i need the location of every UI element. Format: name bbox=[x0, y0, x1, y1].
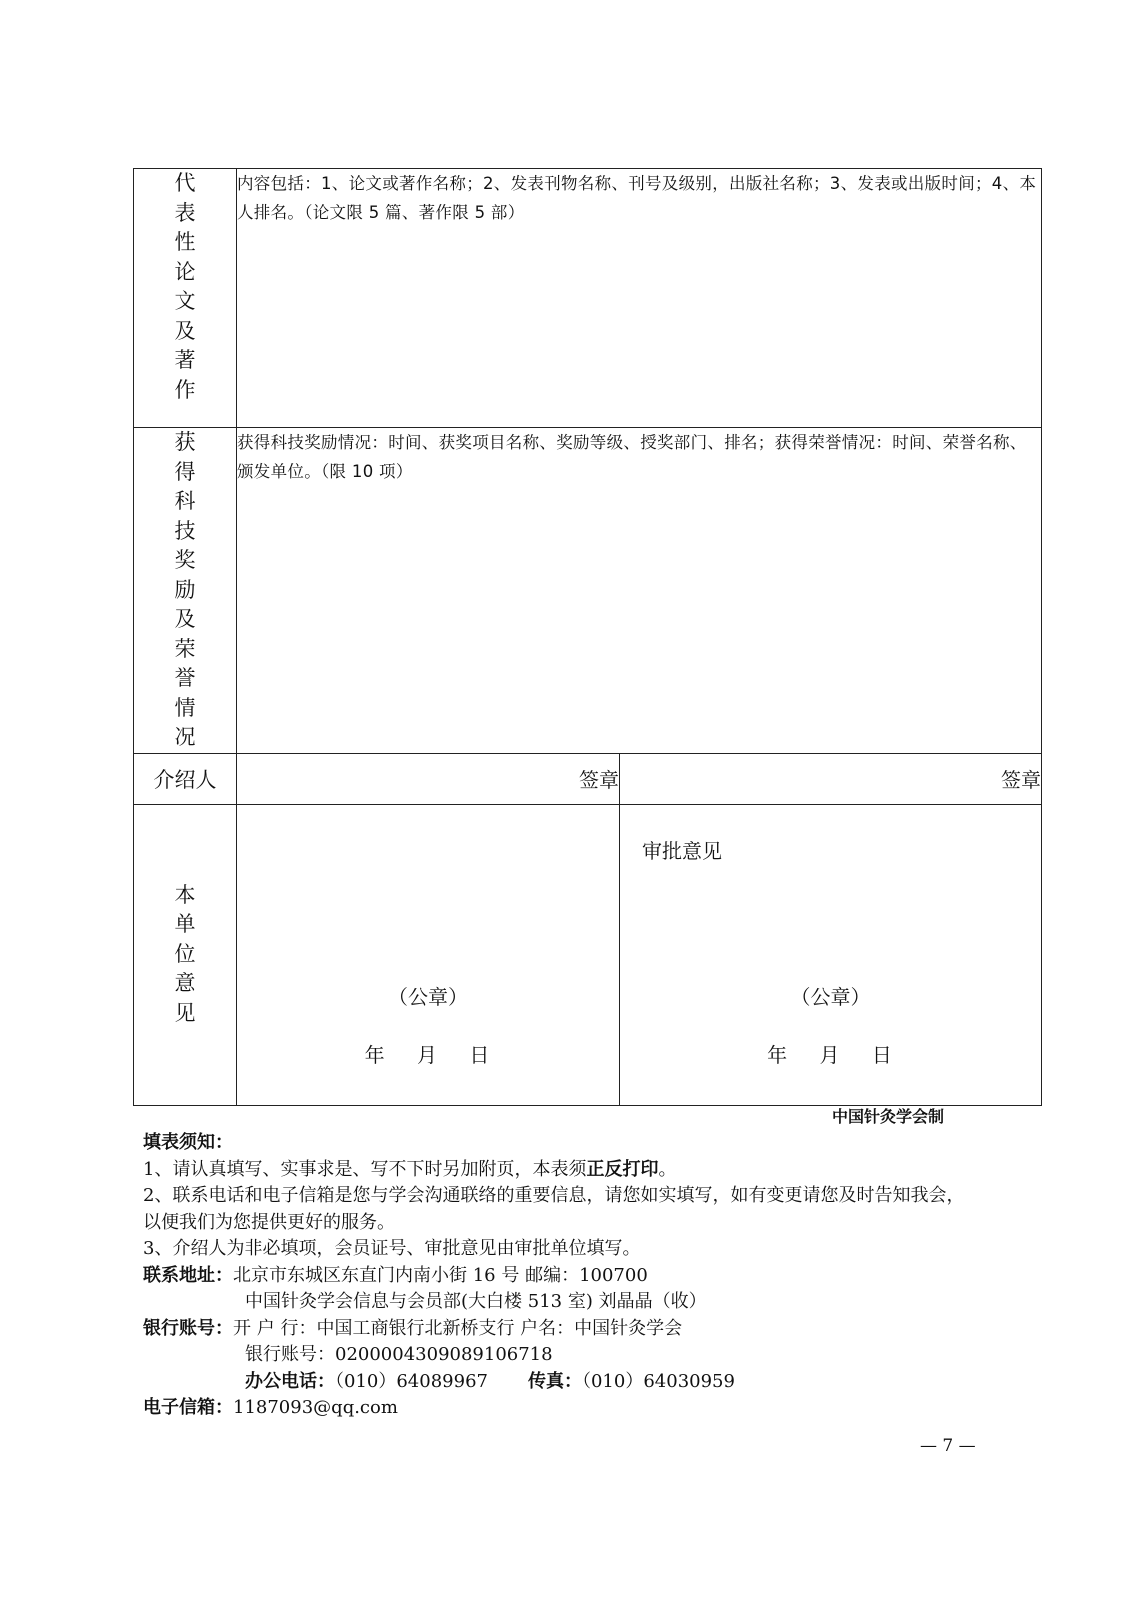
unit-opinion-field[interactable] bbox=[237, 804, 620, 1105]
notes-heading: 填表须知： bbox=[143, 1132, 233, 1153]
date-right: 年 月 日 bbox=[767, 1042, 894, 1067]
papers-label: 代 表 性 论 文 及 著 作 bbox=[134, 169, 237, 428]
introducer-signature-2[interactable] bbox=[620, 753, 1042, 804]
signature-label-1: 签章 bbox=[579, 768, 619, 792]
papers-row bbox=[134, 169, 1042, 428]
bank-account: 银行账号：开 户 行：中国工商银行北新桥支行 户名：中国针灸学会 bbox=[143, 1317, 683, 1339]
awards-field[interactable] bbox=[237, 428, 1042, 754]
awards-instructions: 获得科技奖励情况：时间、获奖项目名称、奖励等级、授奖部门、排名；获得荣誉情况：时间、荣誉名称、颁发单位。（限 10 项） bbox=[237, 433, 1027, 481]
papers-instructions: 内容包括：1、论文或著作名称；2、发表刊物名称、刊号及级别，出版社名称；3、发表或出版时间；4、本人排名。（论文限 5 篇、著作限 5 部） bbox=[237, 174, 1037, 222]
review-opinion-field[interactable] bbox=[620, 804, 1042, 1105]
date-left: 年 月 日 bbox=[364, 1042, 492, 1067]
form-maker: 中国针灸学会制 bbox=[832, 1107, 945, 1126]
awards-label: 获 得 科 技 奖 励 及 荣 誉 情 况 bbox=[134, 428, 237, 754]
contact-address: 联系地址：北京市东城区东直门内南小街 16 号 邮编：100700 bbox=[143, 1264, 648, 1286]
unit-opinion-row bbox=[134, 804, 1042, 1105]
papers-field[interactable] bbox=[237, 169, 1042, 428]
introducer-row bbox=[134, 753, 1042, 804]
note-item-2: 2、联系电话和电子信箱是您与学会沟通联络的重要信息，请您如实填写，如有变更请您及时告知我会，以便我们为您提供更好的服务。 bbox=[143, 1185, 965, 1233]
filling-notes bbox=[143, 1130, 1023, 1422]
note-item-3: 3、介绍人为非必填项，会员证号、审批意见由审批单位填写。 bbox=[143, 1238, 641, 1259]
awards-row bbox=[134, 428, 1042, 754]
contact-address-line2: 中国针灸学会信息与会员部(大白楼 513 室) 刘晶晶（收） bbox=[245, 1291, 707, 1312]
note-item-1: 1、请认真填写、实事求是、写不下时另加附页，本表须正反打印。 bbox=[143, 1158, 677, 1180]
seal-right: （公章） bbox=[790, 984, 871, 1009]
introducer-signature-1[interactable] bbox=[237, 753, 620, 804]
page-number: — 7 — bbox=[920, 1436, 976, 1456]
unit-opinion-label: 本 单 位 意 见 bbox=[134, 804, 237, 1105]
application-form-table bbox=[133, 168, 1042, 1106]
introducer-label: 介绍人 bbox=[134, 753, 237, 804]
email: 电子信箱：1187093@qq.com bbox=[143, 1397, 398, 1418]
bank-account-number: 银行账号：0200004309089106718 bbox=[245, 1344, 553, 1365]
seal-left: （公章） bbox=[388, 984, 468, 1009]
review-title: 审批意见 bbox=[642, 838, 722, 863]
signature-label-2: 签章 bbox=[1001, 768, 1041, 792]
phone-fax: 办公电话：（010）64089967 传真：（010）64030959 bbox=[245, 1370, 735, 1392]
